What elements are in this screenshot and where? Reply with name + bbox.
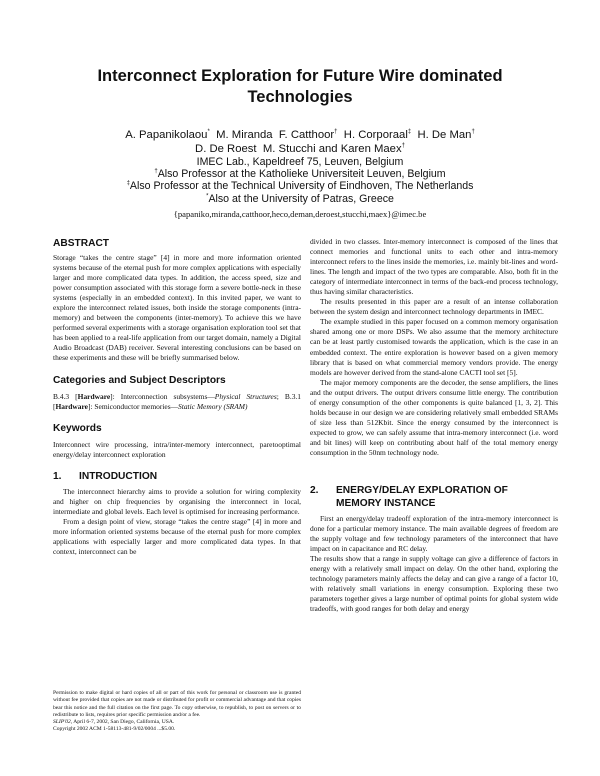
right-column xyxy=(310,237,558,615)
title-line-2: Technologies xyxy=(247,88,353,106)
permission-text: Permission to make digital or hard copies of all or part of this work for personal or classroom use is granted without fee provided that copies are not made or distributed for profit or commercial advantage and that copies bear this notice and the full citation on the first page. To copy otherwise, to republish, to post on servers or to redistribute to lists, requires prior specific permission and/or a fee. xyxy=(53,690,301,718)
categories-heading: Categories and Subject Descriptors xyxy=(53,374,226,386)
permission-notice xyxy=(53,690,301,734)
section-2-paragraph-1: First an energy/delay tradeoff exploration of the intra-memory interconnect is done for a particular memory instance. The main available degrees of freedom are the supply voltage and few technology parameters of the interconnect that have impact on in capacitance and RC delay. xyxy=(310,514,558,554)
right-paragraph-3: The example studied in this paper focused on a common memory organisation shared among one or more DSPs. We also assume that the memory architecture can be at least partly customised towards the application, which is the case in an embedded context. The entire exploration is however based on a given memory library that is based on what commercial memory vendors provide. The energy models are however derived from the stand-alone CACTI tool set [5]. xyxy=(310,317,558,377)
venue-line: SLIP'02, April 6-7, 2002, San Diego, California, USA. xyxy=(53,719,175,726)
paper-title xyxy=(40,66,560,108)
right-paragraph-2: The results presented in this paper are a result of an intense collaboration between the system design and interconnect technology departments in IMEC. xyxy=(310,297,558,317)
keywords-heading: Keywords xyxy=(53,422,102,434)
introduction-heading: 1. INTRODUCTION xyxy=(53,470,158,482)
author-block xyxy=(40,129,560,220)
authors-line-2: D. De Roest M. Stucchi and Karen Maex† xyxy=(195,142,405,155)
abstract-heading: ABSTRACT xyxy=(53,238,110,249)
title-line-1: Interconnect Exploration for Future Wire dominated xyxy=(97,67,503,85)
affiliation-leuven: †Also Professor at the Katholieke Universiteit Leuven, Belgium xyxy=(154,168,446,181)
affiliation-eindhoven: ‡Also Professor at the Technical University of Eindhoven, The Netherlands xyxy=(126,180,474,193)
intro-paragraph-2: From a design point of view, storage “takes the centre stage” [4] in more and more information oriented systems because of the eternal push for more complex applications with especially larger and more complicated data types. In that context, interconnect can be xyxy=(53,516,301,556)
author-emails: {papaniko,miranda,catthoor,heco,deman,deroest,stucchi,maex}@imec.be xyxy=(173,208,427,219)
categories-text: B.4.3 [Hardware]: Interconnection subsystems—Physical Structures; B.3.1 [Hardware]: Semiconductor memories—Static Memory (SRAM) xyxy=(53,391,301,411)
right-paragraph-1: divided in two classes. Inter-memory interconnect is composed of the lines that connect memories and functional units to each other and intra-memory interconnect refers to the lines inside the memories, i.e. mainly bit-lines and word-lines. The length and impact of the two types are comparable. Also, both fit in the category of intermediate interconnect in terms of the back-end process technology, thus having similar characteristics. xyxy=(310,237,558,297)
copyright-line: Copyright 2002 ACM 1-58113-481-9/02/0004 ...$5.00. xyxy=(53,726,176,733)
authors-line-1: A. Papanikolaou* M. Miranda F. Catthoor† H. Corporaal‡ H. De Man† xyxy=(125,129,475,141)
intro-paragraph-1: The interconnect hierarchy aims to provide a solution for wiring complexity and higher on chip frequencies by organising the interconnect in local, intermediate and global levels. Each level is optimised for increasing performance. xyxy=(53,486,301,516)
section-2-heading: 2. ENERGY/DELAY EXPLORATION OF MEMORY INSTANCE xyxy=(310,485,508,510)
affiliation-imec: IMEC Lab., Kapeldreef 75, Leuven, Belgium xyxy=(196,156,404,168)
right-paragraph-4: The major memory components are the decoder, the sense amplifiers, the lines and the output drivers. The output drivers consume little energy. The contribution of energy consumption of the other components is quite balanced [1, 3, 2]. This holds because in our design we are considering relatively small embedded SRAMs of size less than 512Kbit. Since the energy consumed by the interconnect is expected to grow, we can safely assume that intra-memory interconnect (i.e. word and bit lines) will keep on contributing about half of the total memory energy consumption in the 50nm technology node. xyxy=(310,377,558,457)
section-2-paragraph-2: The results show that a range in supply voltage can give a difference of factors in energy with a relatively small impact on delay. On the other hand, exploring the technology parameters mainly affects the delay and can give a range of a factor 10, with relatively small variations in energy consumption. Exploring these two parameters together gives a large number of optimal points for global system wide tradeoffs, with good ranges for both delay and energy xyxy=(310,554,558,614)
keywords-text: Interconnect wire processing, intra/inter-memory interconnect, paretooptimal energy/delay interconnect exploration xyxy=(53,439,301,459)
affiliation-patras: *Also at the University of Patras, Greece xyxy=(206,192,394,205)
left-column xyxy=(53,237,301,557)
abstract-text: Storage “takes the centre stage” [4] in more and more information oriented systems because of the eternal push for more complex applications with especially larger and more complicated data types. In addition, the access speed, size and power consumption associated with this storage form a severe bottle-neck in these systems (especially in an embedded context). In this invited paper, we want to explore the interconnect related issues, both inside the storage components (intra-memory) and between the components (inter-memory). To achieve this we have performed several experiments with a storage organisation exploration tool set that has been applied to a real-life application from our target domain, namely a Digital Audio Broadcast (DAB) receiver. Several interesting conclusions can be based on these experiments and these will be briefly summarised below. xyxy=(53,253,301,363)
